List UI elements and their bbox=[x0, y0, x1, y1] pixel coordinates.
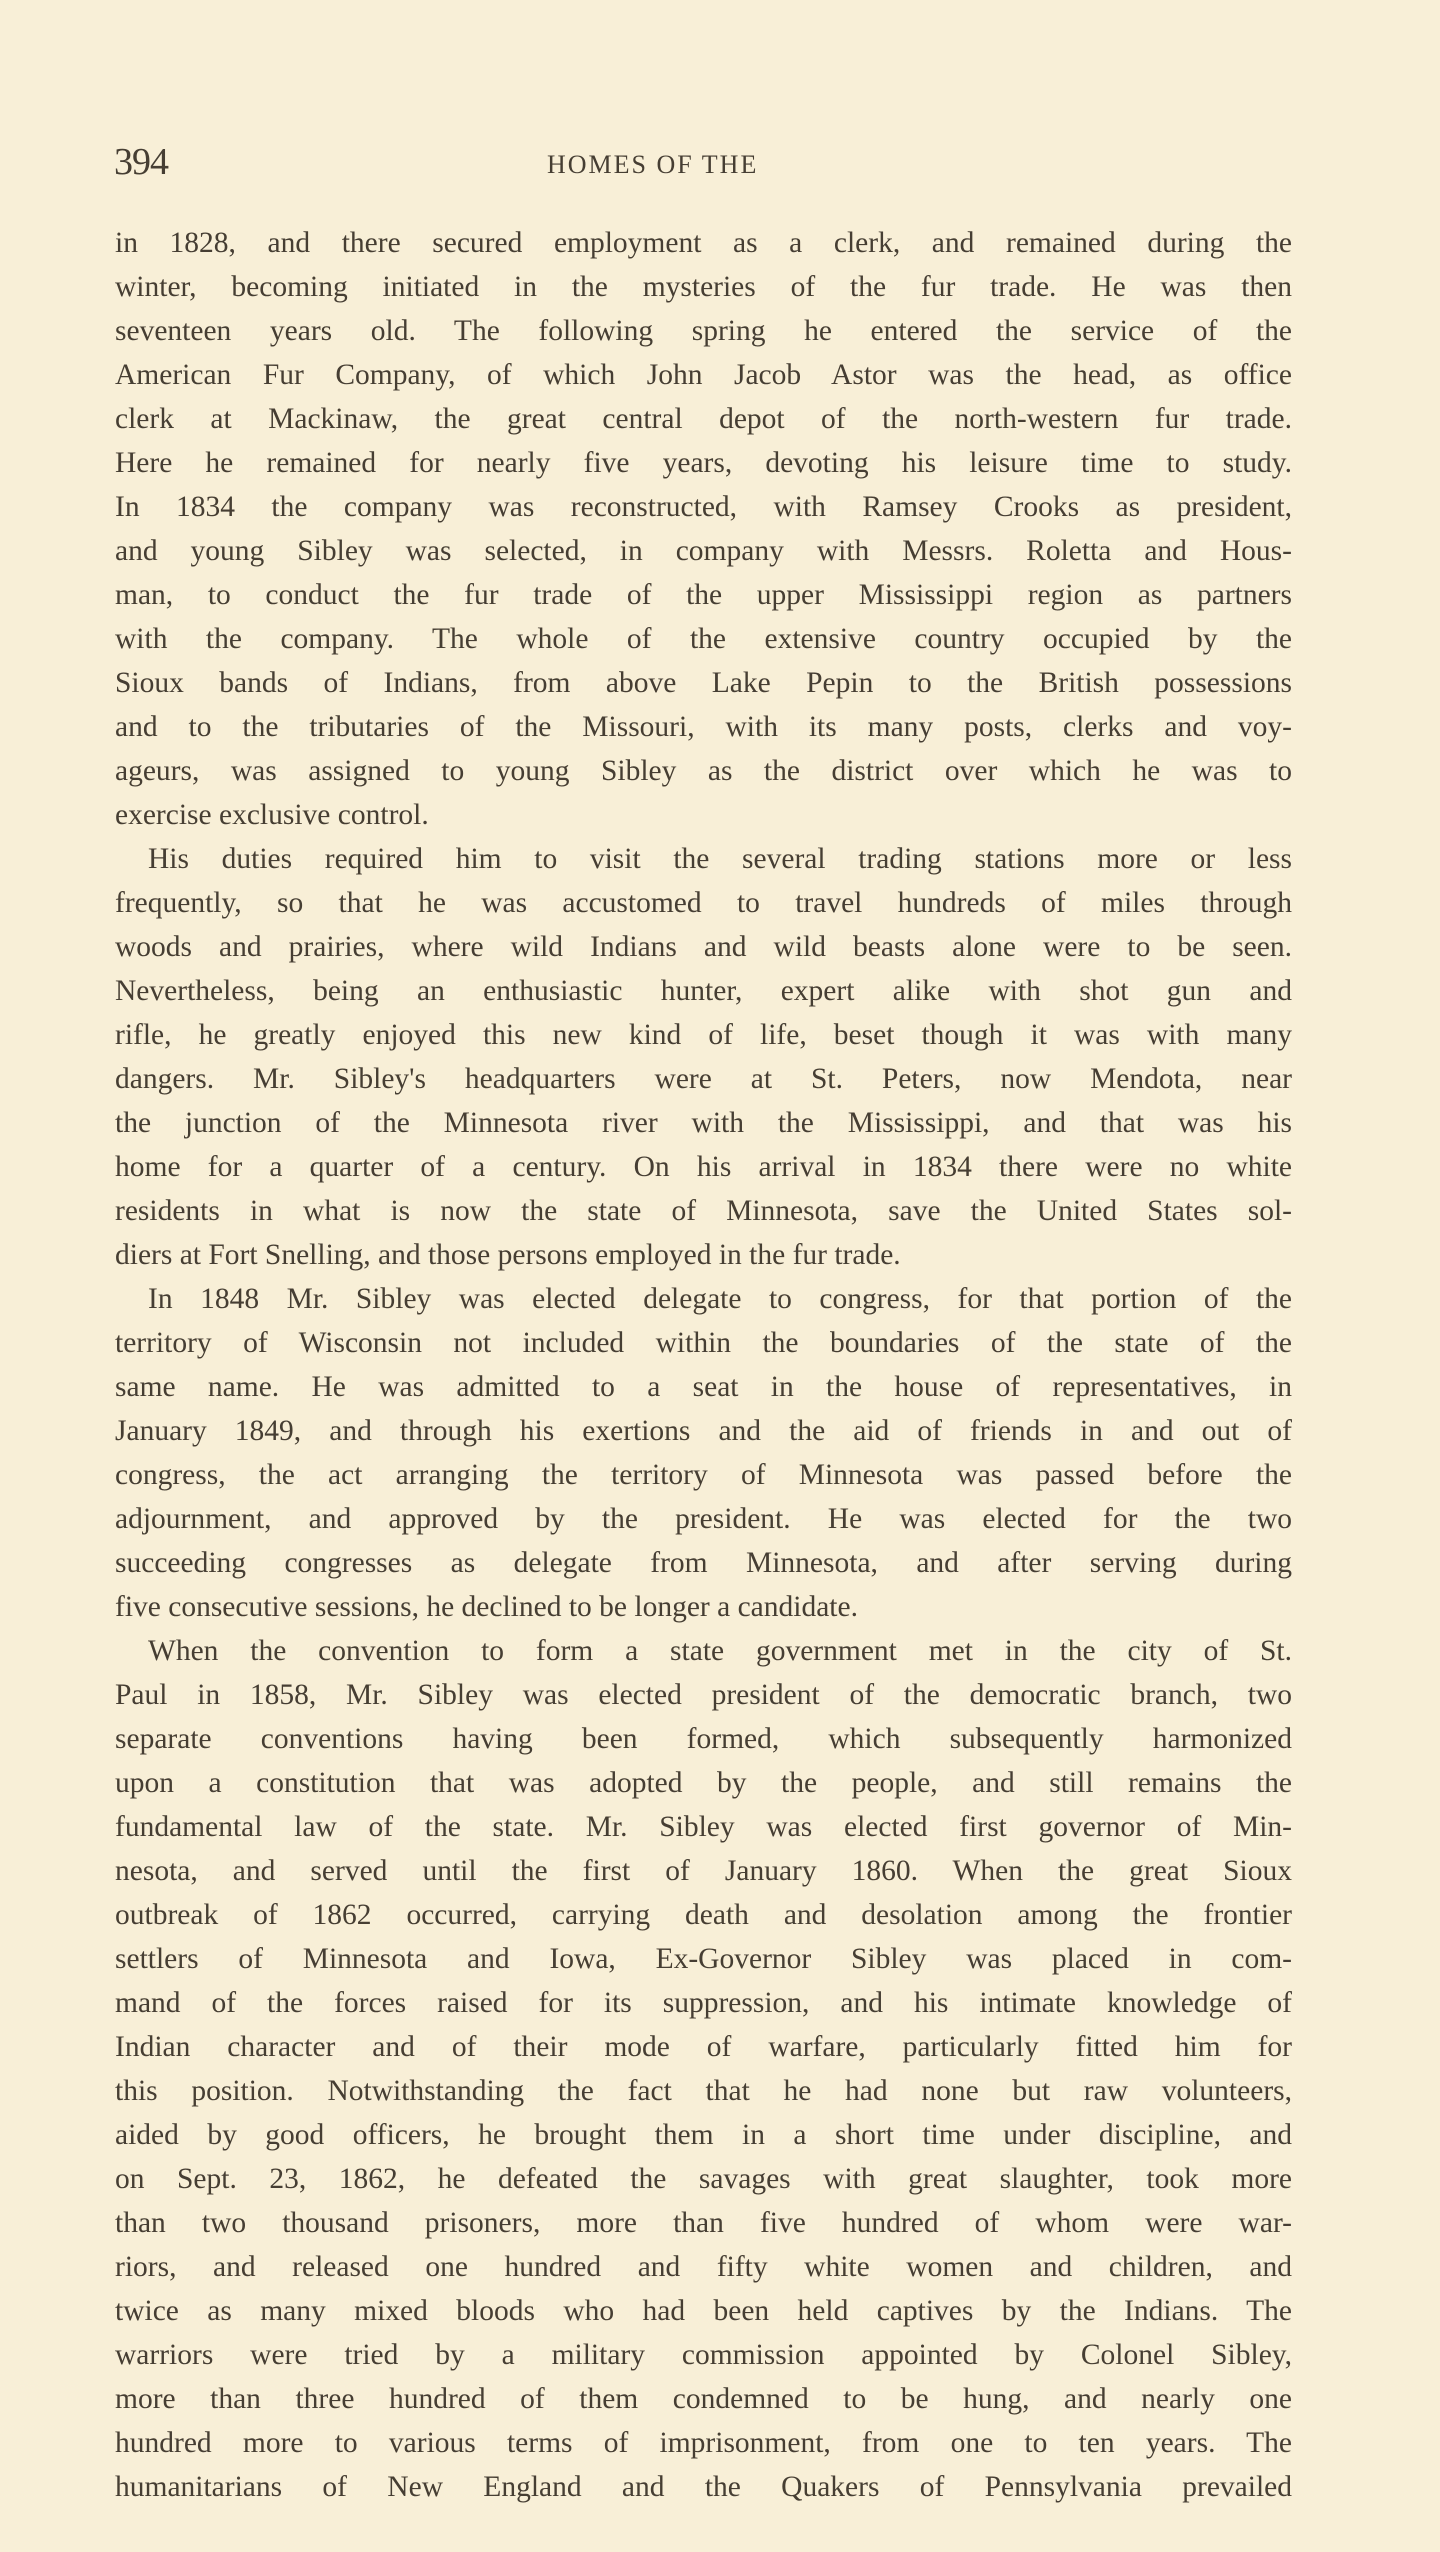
text-line: Paul in 1858, Mr. Sibley was elected president of the democratic branch, two bbox=[115, 1679, 1292, 1711]
text-line: In 1848 Mr. Sibley was elected delegate to congress, for that portion of the bbox=[148, 1283, 1292, 1315]
text-line: residents in what is now the state of Minnesota, save the United States sol- bbox=[115, 1195, 1292, 1227]
text-line: Indian character and of their mode of warfare, particularly fitted him for bbox=[115, 2031, 1292, 2063]
text-line: warriors were tried by a military commission appointed by Colonel Sibley, bbox=[115, 2339, 1292, 2371]
text-line: hundred more to various terms of imprisonment, from one to ten years. The bbox=[115, 2427, 1292, 2459]
text-line: more than three hundred of them condemned to be hung, and nearly one bbox=[115, 2383, 1292, 2415]
page-number: 394 bbox=[114, 141, 168, 183]
text-line: adjournment, and approved by the president. He was elected for the two bbox=[115, 1503, 1292, 1535]
text-line: humanitarians of New England and the Quakers of Pennsylvania prevailed bbox=[115, 2471, 1292, 2503]
text-line: upon a constitution that was adopted by the people, and still remains the bbox=[115, 1767, 1292, 1799]
paragraph bbox=[115, 837, 1292, 1277]
text-line: five consecutive sessions, he declined to be longer a candidate. bbox=[115, 1591, 858, 1623]
text-line: succeeding congresses as delegate from Minnesota, and after serving during bbox=[115, 1547, 1292, 1579]
paragraph bbox=[115, 1277, 1292, 1629]
text-line: seventeen years old. The following spring he entered the service of the bbox=[115, 315, 1292, 347]
text-line: exercise exclusive control. bbox=[115, 799, 429, 831]
text-line: congress, the act arranging the territory of Minnesota was passed before the bbox=[115, 1459, 1292, 1491]
text-line: Sioux bands of Indians, from above Lake Pepin to the British possessions bbox=[115, 667, 1292, 699]
text-line: His duties required him to visit the several trading stations more or less bbox=[148, 843, 1292, 875]
paragraph bbox=[115, 221, 1292, 837]
text-line: When the convention to form a state government met in the city of St. bbox=[148, 1635, 1292, 1667]
text-line: winter, becoming initiated in the mysteries of the fur trade. He was then bbox=[115, 271, 1292, 303]
text-line: and young Sibley was selected, in company with Messrs. Roletta and Hous- bbox=[115, 535, 1292, 567]
text-line: same name. He was admitted to a seat in the house of representatives, in bbox=[115, 1371, 1292, 1403]
text-line: In 1834 the company was reconstructed, with Ramsey Crooks as president, bbox=[115, 491, 1292, 523]
text-line: Here he remained for nearly five years, devoting his leisure time to study. bbox=[115, 447, 1292, 479]
text-line: Nevertheless, being an enthusiastic hunter, expert alike with shot gun and bbox=[115, 975, 1292, 1007]
text-line: settlers of Minnesota and Iowa, Ex-Governor Sibley was placed in com- bbox=[115, 1943, 1292, 1975]
text-line: home for a quarter of a century. On his arrival in 1834 there were no white bbox=[115, 1151, 1292, 1183]
text-line: outbreak of 1862 occurred, carrying death and desolation among the frontier bbox=[115, 1899, 1292, 1931]
text-line: territory of Wisconsin not included within the boundaries of the state of the bbox=[115, 1327, 1292, 1359]
text-line: riors, and released one hundred and fifty white women and children, and bbox=[115, 2251, 1292, 2283]
text-line: than two thousand prisoners, more than five hundred of whom were war- bbox=[115, 2207, 1292, 2239]
text-line: frequently, so that he was accustomed to travel hundreds of miles through bbox=[115, 887, 1292, 919]
text-line: and to the tributaries of the Missouri, with its many posts, clerks and voy- bbox=[115, 711, 1292, 743]
text-line: clerk at Mackinaw, the great central depot of the north-western fur trade. bbox=[115, 403, 1292, 435]
text-line: nesota, and served until the first of January 1860. When the great Sioux bbox=[115, 1855, 1292, 1887]
text-line: dangers. Mr. Sibley's headquarters were at St. Peters, now Mendota, near bbox=[115, 1063, 1292, 1095]
text-line: twice as many mixed bloods who had been held captives by the Indians. The bbox=[115, 2295, 1292, 2327]
text-line: in 1828, and there secured employment as a clerk, and remained during the bbox=[115, 227, 1292, 259]
text-line: aided by good officers, he brought them in a short time under discipline, and bbox=[115, 2119, 1292, 2151]
text-line: on Sept. 23, 1862, he defeated the savages with great slaughter, took more bbox=[115, 2163, 1292, 2195]
paragraph bbox=[115, 1629, 1292, 2509]
text-line: separate conventions having been formed, which subsequently harmonized bbox=[115, 1723, 1292, 1755]
text-line: American Fur Company, of which John Jacob Astor was the head, as office bbox=[115, 359, 1292, 391]
text-line: ageurs, was assigned to young Sibley as the district over which he was to bbox=[115, 755, 1292, 787]
text-line: mand of the forces raised for its suppression, and his intimate knowledge of bbox=[115, 1987, 1292, 2019]
text-line: diers at Fort Snelling, and those persons employed in the fur trade. bbox=[115, 1239, 901, 1271]
running-head: HOMES OF THE bbox=[547, 150, 759, 179]
text-line: rifle, he greatly enjoyed this new kind of life, beset though it was with many bbox=[115, 1019, 1292, 1051]
text-line: man, to conduct the fur trade of the upper Mississippi region as partners bbox=[115, 579, 1292, 611]
text-line: this position. Notwithstanding the fact that he had none but raw volunteers, bbox=[115, 2075, 1292, 2107]
body-text bbox=[115, 221, 1292, 2509]
text-line: January 1849, and through his exertions and the aid of friends in and out of bbox=[115, 1415, 1292, 1447]
text-line: fundamental law of the state. Mr. Sibley was elected first governor of Min- bbox=[115, 1811, 1292, 1843]
text-line: with the company. The whole of the extensive country occupied by the bbox=[115, 623, 1292, 655]
text-line: woods and prairies, where wild Indians and wild beasts alone were to be seen. bbox=[115, 931, 1292, 963]
text-line: the junction of the Minnesota river with the Mississippi, and that was his bbox=[115, 1107, 1292, 1139]
